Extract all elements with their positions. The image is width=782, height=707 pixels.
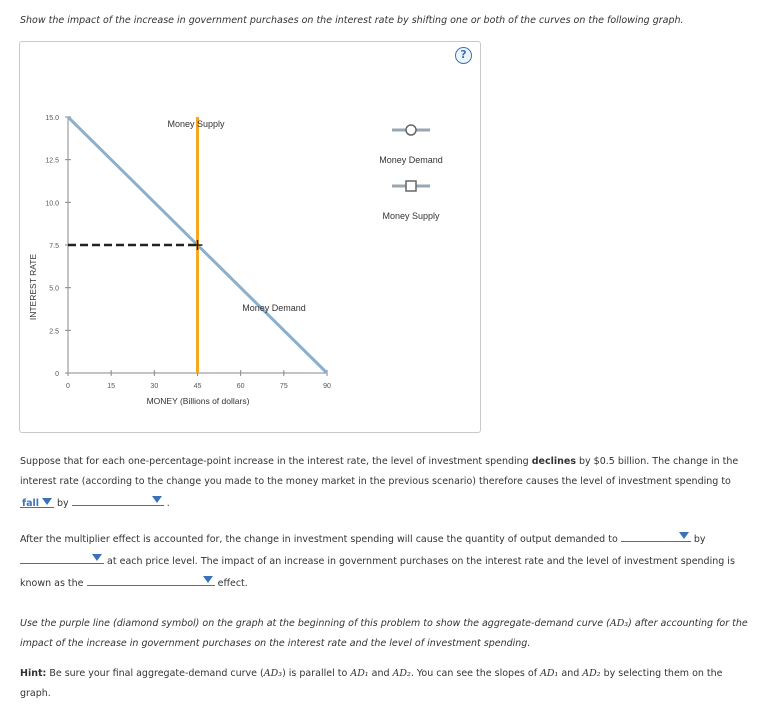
money-demand-curve-label: Money Demand [242,303,306,313]
chevron-down-icon [152,496,162,503]
legend-money-supply-tool[interactable] [382,181,440,221]
square-symbol-icon [406,181,416,191]
chevron-down-icon [203,576,213,583]
x-tick-label: 15 [107,383,116,390]
x-axis-label: MONEY (Billions of dollars) [146,396,250,406]
money-supply-curve-label: Money Supply [167,119,225,129]
y-tick-label: 2.5 [49,328,59,336]
investment-direction-dropdown[interactable]: fall [20,494,54,508]
effect-type-dropdown[interactable] [87,572,215,586]
x-tick-label: 45 [193,383,202,390]
y-tick-label: 5.0 [49,285,59,293]
graph-panel [19,41,481,433]
help-icon[interactable]: ? [455,47,472,64]
x-tick-label: 60 [236,383,245,390]
x-tick-label: 90 [323,383,331,390]
x-tick-label: 30 [150,383,159,390]
y-tick-label: 7.5 [49,243,59,250]
legend-money-demand-tool[interactable] [379,125,443,165]
y-tick-label: 0 [55,371,59,378]
question-paragraph-1: Suppose that for each one-percentage-point increase in the interest rate, the level of investment spending declines by $0.5 billion. The change in the interest rate (according to the change you made to the money market in the previous scenario) therefore causes the level of investment spending to fall by . [20,456,739,509]
hint-paragraph: Hint: Be sure your final aggregate-demand curve (AD₃) is parallel to AD₁ and AD₂. You can see the slopes of AD₁ and AD₂ by selecting them on the graph. [20,668,723,699]
legend-money-supply-label: Money Supply [382,211,440,221]
output-amount-dropdown[interactable] [20,550,104,564]
chevron-down-icon [679,532,689,539]
chevron-down-icon [92,554,102,561]
investment-amount-dropdown[interactable] [72,492,164,506]
money-market-chart[interactable] [20,42,480,432]
question-paragraph-3: Use the purple line (diamond symbol) on the graph at the beginning of this problem to show the aggregate-demand curve (AD₃) after accounting for the impact of the increase in government purchases on the interest rate and the level of investment spending. [20,618,748,649]
y-tick-label: 10.0 [45,200,59,208]
y-axis-label: INTEREST RATE [28,253,38,321]
y-tick-label: 15.0 [45,115,59,122]
y-tick-label: 12.5 [45,157,59,165]
x-tick-label: 0 [66,383,70,390]
chevron-down-icon [42,498,52,505]
x-tick-label: 75 [279,383,288,390]
output-direction-dropdown[interactable] [621,528,691,542]
circle-symbol-icon [406,125,416,135]
legend-money-demand-label: Money Demand [379,155,443,165]
instruction-text: Show the impact of the increase in government purchases on the interest rate by shifting one or both of the curves on the following graph. [20,15,684,26]
question-paragraph-2: After the multiplier effect is accounted for, the change in investment spending will cause the quantity of output demanded to by at each price level. The impact of an increase in government purchases on the interest rate and the level of investment spending is known as the effect. [20,528,752,594]
